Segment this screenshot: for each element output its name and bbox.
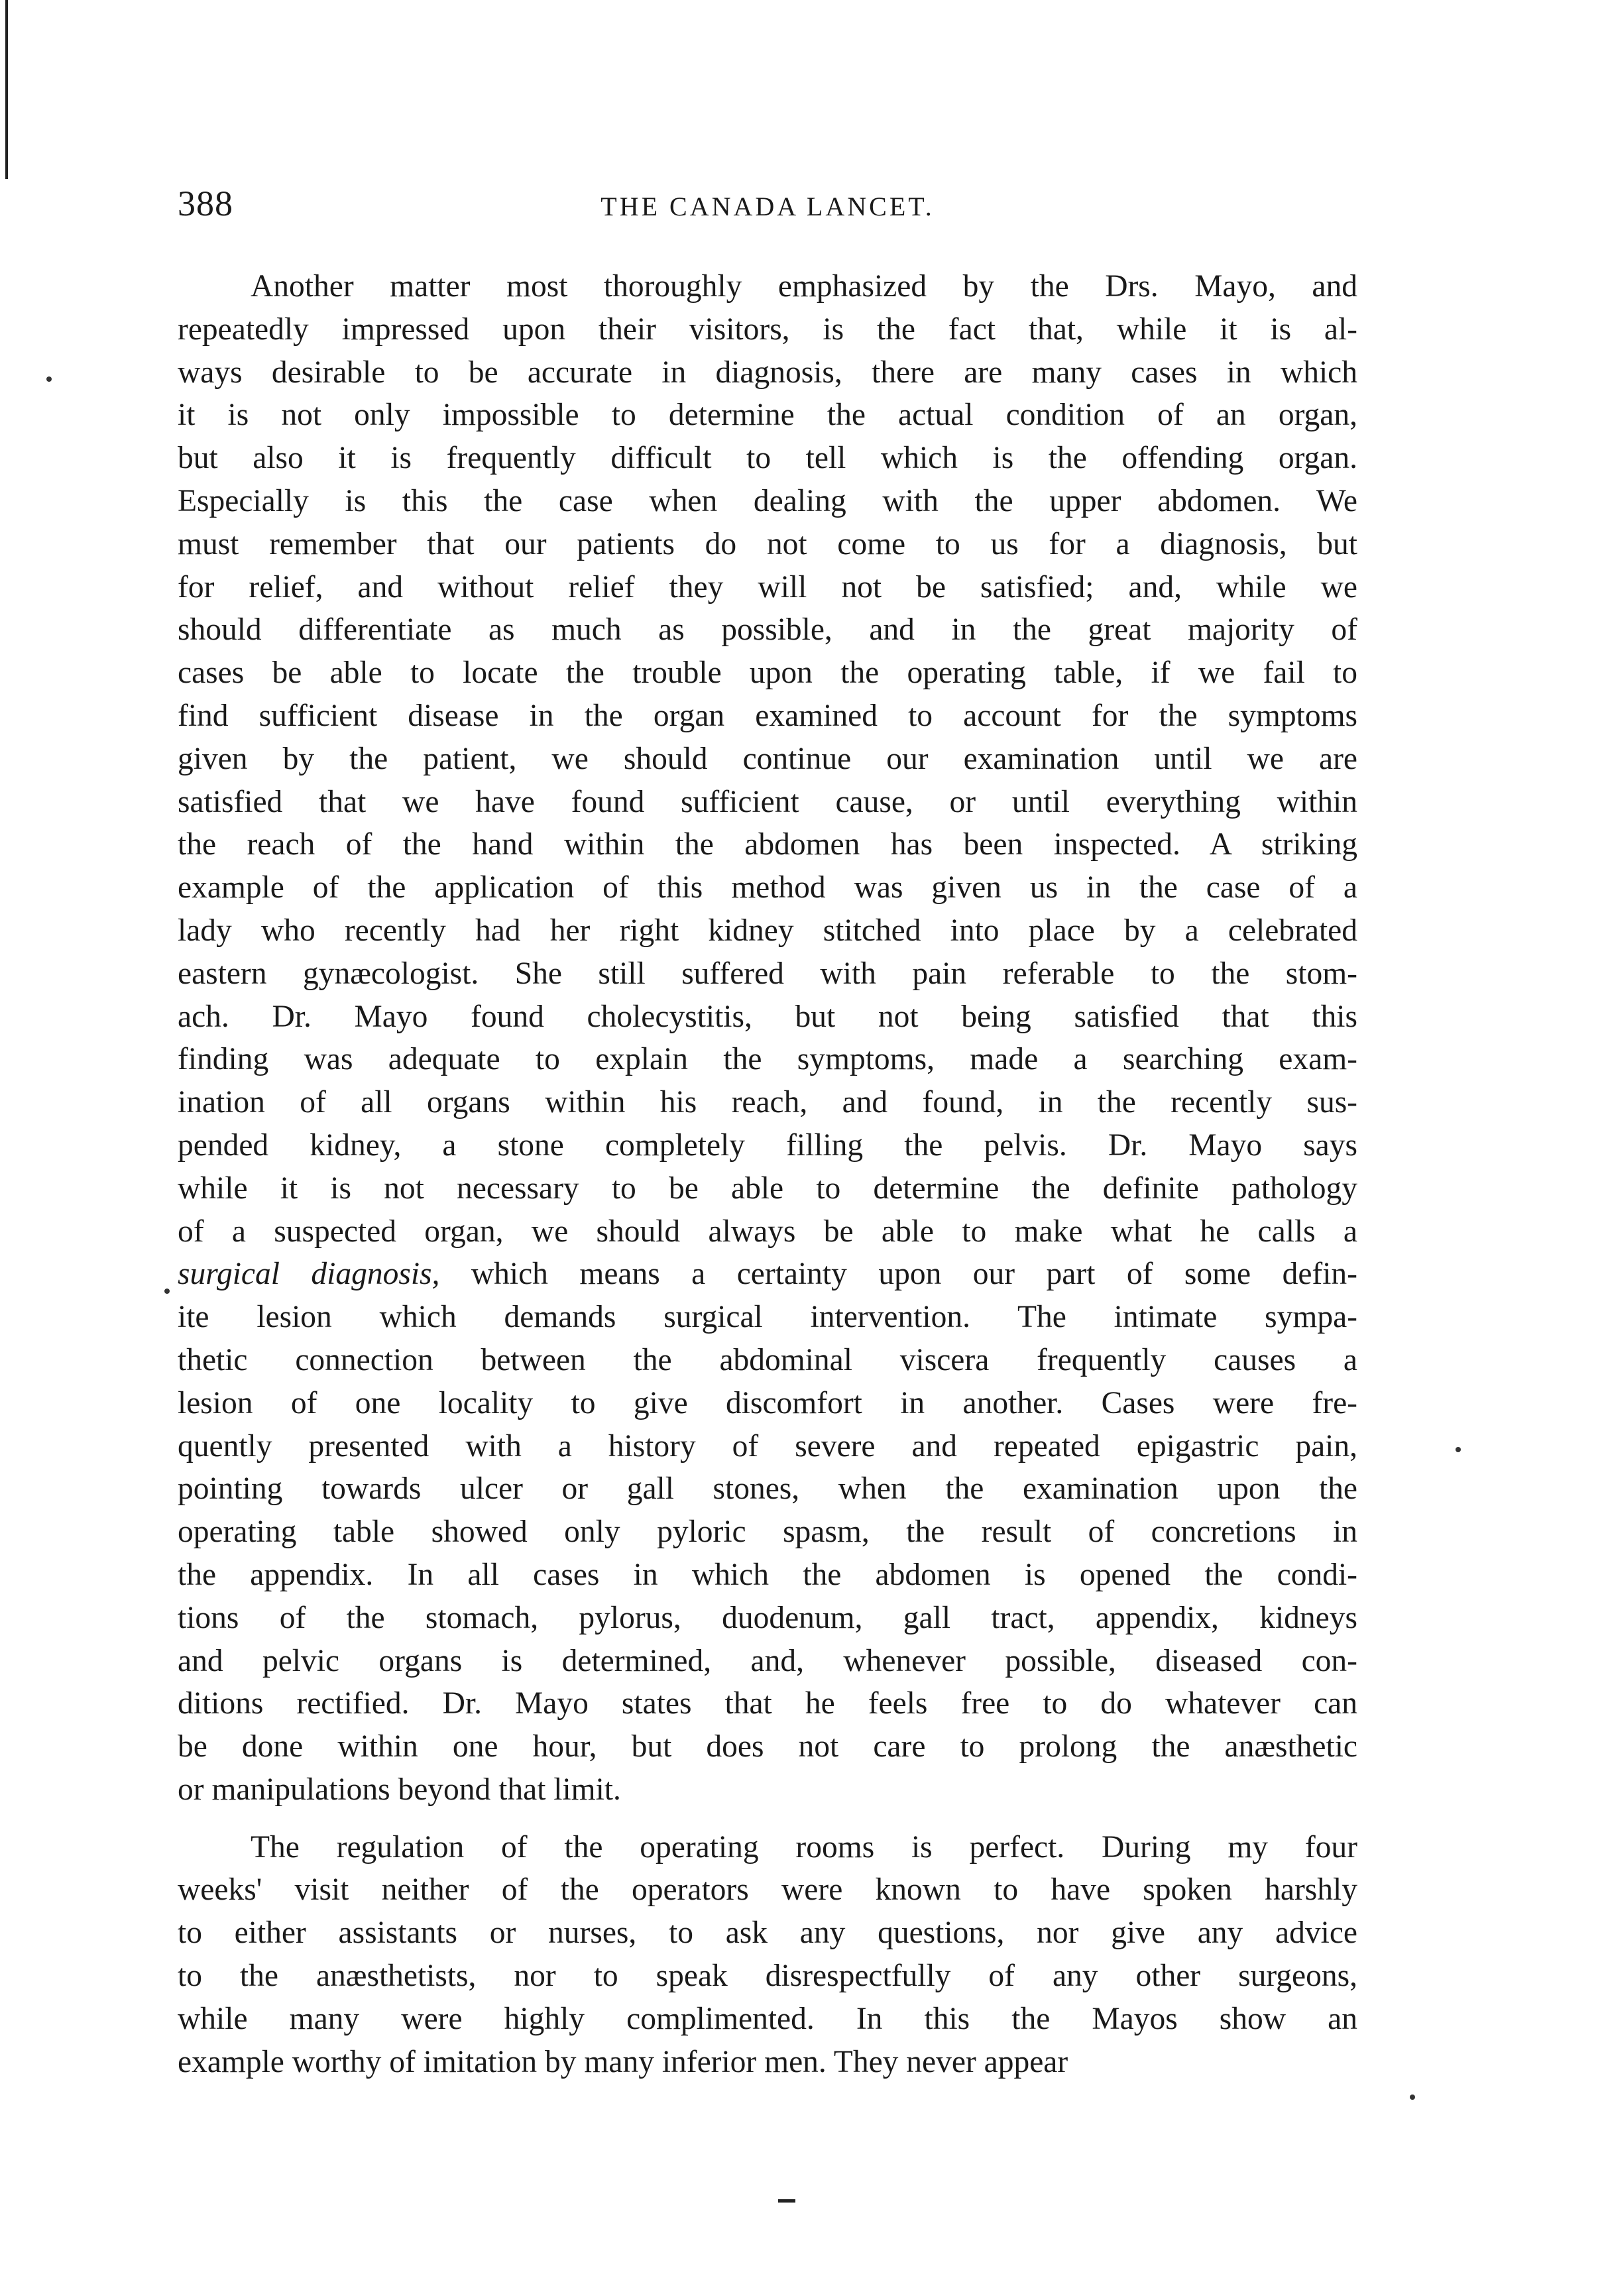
text-line: satisfied that we have found sufficient cause, or until everything within: [178, 784, 1357, 819]
text-line: find sufficient disease in the organ examined to account for the symptoms: [178, 698, 1357, 733]
text-line: lady who recently had her right kidney stitched into place by a celebrated: [178, 913, 1357, 948]
text-line: the reach of the hand within the abdomen has been inspected. A striking: [178, 827, 1357, 862]
text-line: finding was adequate to explain the symptoms, made a searching exam-: [178, 1042, 1357, 1077]
text-line: and pelvic organs is determined, and, whenever possible, diseased con-: [178, 1643, 1357, 1678]
scan-speck: [1456, 1447, 1461, 1452]
scan-dash-mark: [778, 2199, 795, 2203]
scan-speck: [46, 376, 52, 382]
text-line: must remember that our patients do not come to us for a diagnosis, but: [178, 526, 1357, 561]
paragraph: [178, 1826, 1357, 2084]
text-line: the appendix. In all cases in which the abdomen is opened the condi-: [178, 1557, 1357, 1592]
page-header: [178, 183, 1357, 236]
text-line: it is not only impossible to determine the actual condition of an organ,: [178, 398, 1357, 433]
text-line: thetic connection between the abdominal viscera frequently causes a: [178, 1342, 1357, 1377]
text-line: pended kidney, a stone completely filling the pelvis. Dr. Mayo says: [178, 1127, 1357, 1163]
text-line: pointing towards ulcer or gall stones, when the examination upon the: [178, 1471, 1357, 1507]
text-line: cases be able to locate the trouble upon the operating table, if we fail to: [178, 656, 1357, 691]
text-line: or manipulations beyond that limit.: [178, 1772, 621, 1807]
text-line: ach. Dr. Mayo found cholecystitis, but not being satisfied that this: [178, 999, 1357, 1034]
running-title: THE CANADA LANCET.: [601, 192, 935, 221]
text-line: to the anæsthetists, nor to speak disrespectfully of any other surgeons,: [178, 1959, 1357, 1994]
text-line: quently presented with a history of severe and repeated epigastric pain,: [178, 1428, 1357, 1464]
text-line: Another matter most thoroughly emphasized by the Drs. Mayo, and: [251, 269, 1357, 304]
text-line: for relief, and without relief they will not be satisfied; and, while we: [178, 569, 1357, 604]
scan-edge-line: [5, 0, 8, 179]
text-line: repeatedly impressed upon their visitors, is the fact that, while it is al-: [178, 312, 1357, 347]
text-line: given by the patient, we should continue our examination until we are: [178, 741, 1357, 776]
text-line: while it is not necessary to be able to determine the definite pathology: [178, 1171, 1357, 1206]
text-line: but also it is frequently difficult to tell which is the offending organ.: [178, 441, 1357, 476]
text-line: be done within one hour, but does not care to prolong the anæsthetic: [178, 1729, 1357, 1764]
body-text: [178, 265, 1357, 2083]
text-line: surgical diagnosis, which means a certainty upon our part of some defin-: [178, 1257, 1357, 1292]
text-line: example of the application of this method was given us in the case of a: [178, 870, 1357, 905]
page-number: 388: [178, 184, 233, 223]
text-line: eastern gynæcologist. She still suffered with pain referable to the stom-: [178, 956, 1357, 991]
italic-phrase: surgical diagnosis,: [178, 1257, 440, 1292]
text-line: The regulation of the operating rooms is perfect. During my four: [251, 1829, 1357, 1865]
text-line: Especially is this the case when dealing with the upper abdomen. We: [178, 483, 1357, 518]
text-line: to either assistants or nurses, to ask any questions, nor give any advice: [178, 1916, 1357, 1951]
scan-speck: [164, 1289, 170, 1294]
text-line: ination of all organs within his reach, and found, in the recently sus-: [178, 1085, 1357, 1120]
text-line: while many were highly complimented. In this the Mayos show an: [178, 2001, 1357, 2036]
text-line: example worthy of imitation by many inferior men. They never appear: [178, 2044, 1068, 2079]
text-line: weeks' visit neither of the operators were known to have spoken harshly: [178, 1872, 1357, 1908]
scan-speck: [1410, 2095, 1415, 2100]
text-line: of a suspected organ, we should always be able to make what he calls a: [178, 1214, 1357, 1249]
paragraph: [178, 265, 1357, 1811]
text-line: lesion of one locality to give discomfort in another. Cases were fre-: [178, 1385, 1357, 1420]
text-line: ite lesion which demands surgical intervention. The intimate sympa-: [178, 1300, 1357, 1335]
text-line: tions of the stomach, pylorus, duodenum, gall tract, appendix, kidneys: [178, 1600, 1357, 1635]
text-line: ways desirable to be accurate in diagnosis, there are many cases in which: [178, 355, 1357, 390]
text-line: should differentiate as much as possible, and in the great majority of: [178, 612, 1357, 648]
text-line: operating table showed only pyloric spasm, the result of concretions in: [178, 1515, 1357, 1550]
text-line: ditions rectified. Dr. Mayo states that he feels free to do whatever can: [178, 1686, 1357, 1721]
